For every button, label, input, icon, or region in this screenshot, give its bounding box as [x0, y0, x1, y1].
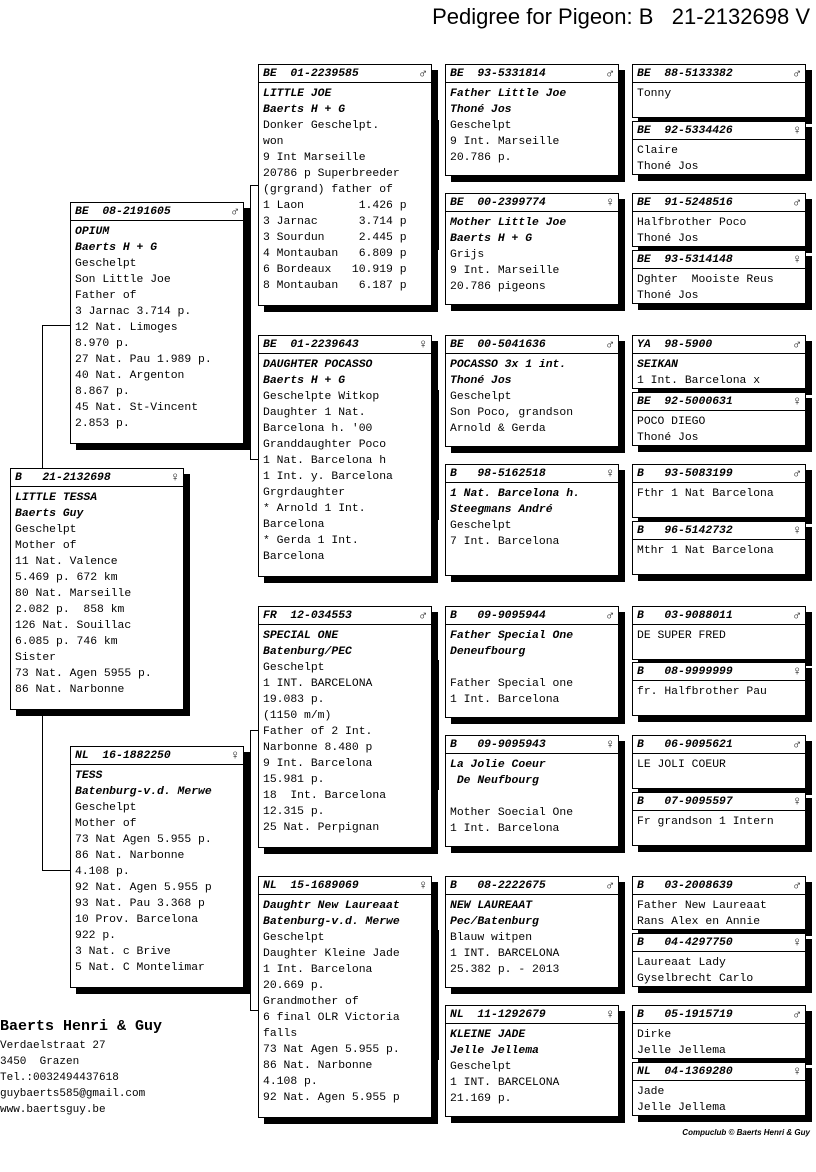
- breeder-website: www.baertsguy.be: [0, 1104, 106, 1116]
- ring-number: NL 04-1369280: [637, 1066, 733, 1078]
- detail-line: 92 Nat. Agen 5.955 p: [263, 1092, 400, 1104]
- detail-line: 4 Montauban 6.809 p: [263, 248, 407, 260]
- connector-line: [624, 360, 625, 420]
- connector-line: [438, 930, 439, 1060]
- connector-line: [250, 459, 258, 460]
- pigeon-name: Laureaat Lady: [637, 957, 726, 969]
- pigeon-name: Mother Little Joe: [450, 217, 567, 229]
- ring-number: B 08-9999999: [637, 666, 733, 678]
- pigeon-owner: Rans Alex en Annie: [637, 916, 761, 928]
- detail-line: Geschelpt: [75, 258, 137, 270]
- detail-line: Father of: [75, 290, 137, 302]
- detail-line: 80 Nat. Marseille: [15, 588, 132, 600]
- detail-line: 15.981 p.: [263, 774, 325, 786]
- pigeon-card-g8: [632, 521, 806, 575]
- detail-line: 86 Nat. Narbonne: [15, 684, 125, 696]
- pigeon-owner: Baerts H + G: [263, 104, 346, 116]
- connector-line: [624, 490, 625, 550]
- detail-line: won: [263, 136, 284, 148]
- detail-line: falls: [263, 1028, 298, 1040]
- pigeon-name: Dghter Mooiste Reus: [637, 274, 774, 286]
- detail-line: 11 Nat. Valence: [15, 556, 118, 568]
- detail-line: 73 Nat Agen 5.955 p.: [75, 834, 212, 846]
- pigeon-card-g11: [632, 735, 806, 789]
- male-sex-icon: ♂: [793, 1007, 801, 1022]
- ring-number: BE 00-5041636: [450, 339, 546, 351]
- page-title: Pedigree for Pigeon: B 21-2132698 V: [432, 4, 810, 29]
- pigeon-name: Halfbrother Poco: [637, 217, 747, 229]
- female-sex-icon: ♀: [793, 1064, 801, 1079]
- detail-line: 4.108 p.: [263, 1076, 318, 1088]
- detail-line: 1 INT. BARCELONA: [263, 678, 373, 690]
- detail-line: 1 Int. Barcelona: [263, 964, 373, 976]
- pigeon-card-g13: [632, 876, 806, 930]
- female-sex-icon: ♀: [606, 466, 614, 481]
- detail-line: 45 Nat. St-Vincent: [75, 402, 199, 414]
- ring-number: B 09-9095944: [450, 610, 546, 622]
- female-sex-icon: ♀: [606, 737, 614, 752]
- ring-number: BE 93-5314148: [637, 254, 733, 266]
- detail-line: 1 Laon 1.426 p: [263, 200, 407, 212]
- detail-line: Father of 2 Int.: [263, 726, 373, 738]
- ring-number: NL 11-1292679: [450, 1009, 546, 1021]
- breeder-email: guybaerts585@gmail.com: [0, 1088, 146, 1100]
- detail-line: 5 Nat. C Montelimar: [75, 962, 205, 974]
- pigeon-card-g15: [632, 1005, 806, 1059]
- connector-line: [624, 630, 625, 690]
- male-sex-icon: ♂: [606, 608, 614, 623]
- pigeon-name: TESS: [75, 770, 103, 782]
- pigeon-card-fff: [445, 64, 619, 176]
- pigeon-card-ff: [258, 64, 432, 306]
- female-sex-icon: ♀: [231, 748, 239, 763]
- male-sex-icon: ♂: [793, 878, 801, 893]
- pigeon-owner: Batenburg-v.d. Merwe: [75, 786, 212, 798]
- detail-line: 1 INT. BARCELONA: [450, 1077, 560, 1089]
- pigeon-owner: Thoné Jos: [450, 104, 512, 116]
- pigeon-card-mff: [445, 606, 619, 718]
- pigeon-card-mf: [258, 606, 432, 848]
- pigeon-name: Claire: [637, 145, 679, 157]
- detail-line: 73 Nat Agen 5.955 p.: [263, 1044, 400, 1056]
- detail-line: 3 Nat. c Brive: [75, 946, 171, 958]
- ring-number: B 04-4297750: [637, 937, 733, 949]
- detail-line: Granddaughter Poco: [263, 439, 387, 451]
- detail-line: Geschelpt: [450, 120, 512, 132]
- detail-line: 3 Jarnac 3.714 p: [263, 216, 407, 228]
- detail-line: Geschelpte Witkop: [263, 391, 380, 403]
- ring-number: YA 98-5900: [637, 339, 713, 351]
- pigeon-name: NEW LAUREAAT: [450, 900, 533, 912]
- detail-line: 9 Int. Marseille: [450, 136, 560, 148]
- pigeon-owner: Jelle Jellema: [637, 1102, 726, 1114]
- pigeon-card-g2: [632, 121, 806, 175]
- connector-line: [42, 325, 43, 468]
- connector-line: [250, 185, 258, 186]
- breeder-phone: Tel.:0032494437618: [0, 1072, 119, 1084]
- female-sex-icon: ♀: [419, 878, 427, 893]
- pigeon-name: La Jolie Coeur: [450, 759, 546, 771]
- ring-number: BE 88-5133382: [637, 68, 733, 80]
- female-sex-icon: ♀: [793, 252, 801, 267]
- detail-line: Donker Geschelpt.: [263, 120, 380, 132]
- pigeon-owner: Thoné Jos: [637, 161, 699, 173]
- ring-number: BE 00-2399774: [450, 197, 546, 209]
- pigeon-card-g14: [632, 933, 806, 987]
- detail-line: Geschelpt: [450, 1061, 512, 1073]
- ring-number: B 98-5162518: [450, 468, 546, 480]
- detail-line: Geschelpt: [263, 932, 325, 944]
- detail-line: 12 Nat. Limoges: [75, 322, 178, 334]
- detail-line: Barcelona: [263, 519, 325, 531]
- connector-line: [250, 1010, 258, 1011]
- detail-line: 8.867 p.: [75, 386, 130, 398]
- detail-line: 10 Prov. Barcelona: [75, 914, 199, 926]
- detail-line: Grandmother of: [263, 996, 359, 1008]
- pigeon-name: DE SUPER FRED: [637, 630, 726, 642]
- male-sex-icon: ♂: [606, 878, 614, 893]
- detail-line: (grgrand) father of: [263, 184, 393, 196]
- pigeon-name: KLEINE JADE: [450, 1029, 526, 1041]
- detail-line: 20786 p Superbreeder: [263, 168, 400, 180]
- pigeon-name: Mthr 1 Nat Barcelona: [637, 545, 774, 557]
- female-sex-icon: ♀: [606, 1007, 614, 1022]
- pigeon-card-fmf: [445, 335, 619, 447]
- detail-line: Geschelpt: [15, 524, 77, 536]
- ring-number: BE 92-5000631: [637, 396, 733, 408]
- detail-line: 9 Int. Barcelona: [263, 758, 373, 770]
- ring-number: NL 15-1689069: [263, 880, 359, 892]
- pigeon-card-g10: [632, 662, 806, 716]
- male-sex-icon: ♂: [793, 737, 801, 752]
- pigeon-card-fmm: [445, 464, 619, 576]
- detail-line: * Arnold 1 Int.: [263, 503, 366, 515]
- pigeon-card-g5: [632, 335, 806, 389]
- pigeon-card-g12: [632, 792, 806, 846]
- detail-line: Sister: [15, 652, 57, 664]
- pigeon-owner: Baerts H + G: [75, 242, 158, 254]
- pigeon-name: Father Little Joe: [450, 88, 567, 100]
- pigeon-card-mmf: [445, 876, 619, 988]
- detail-line: Daughter Kleine Jade: [263, 948, 400, 960]
- pigeon-owner: Baerts H + G: [263, 375, 346, 387]
- pigeon-card-subject: [10, 468, 184, 710]
- pigeon-name: fr. Halfbrother Pau: [637, 686, 767, 698]
- ring-number: B 08-2222675: [450, 880, 546, 892]
- detail-line: 27 Nat. Pau 1.989 p.: [75, 354, 212, 366]
- male-sex-icon: ♂: [793, 337, 801, 352]
- detail-line: Blauw witpen: [450, 932, 533, 944]
- connector-line: [250, 185, 251, 459]
- detail-line: Geschelpt: [263, 662, 325, 674]
- detail-line: 20.786 pigeons: [450, 281, 546, 293]
- detail-line: 6.085 p. 746 km: [15, 636, 118, 648]
- male-sex-icon: ♂: [231, 204, 239, 219]
- detail-line: 73 Nat. Agen 5955 p.: [15, 668, 152, 680]
- detail-line: 3 Sourdun 2.445 p: [263, 232, 407, 244]
- detail-line: 8 Montauban 6.187 p: [263, 280, 407, 292]
- detail-line: Narbonne 8.480 p: [263, 742, 373, 754]
- pigeon-owner: Thoné Jos: [637, 432, 699, 444]
- detail-line: Barcelona: [263, 551, 325, 563]
- detail-line: Grijs: [450, 249, 485, 261]
- pigeon-name: POCO DIEGO: [637, 416, 706, 428]
- detail-line: 1 Nat. Barcelona h: [263, 455, 387, 467]
- detail-line: Father Special one: [450, 678, 574, 690]
- pigeon-name: DAUGHTER POCASSO: [263, 359, 373, 371]
- detail-line: 1 Int. y. Barcelona: [263, 471, 393, 483]
- pigeon-card-mmm: [445, 1005, 619, 1117]
- male-sex-icon: ♂: [793, 195, 801, 210]
- detail-line: 12.315 p.: [263, 806, 325, 818]
- detail-line: 8.970 p.: [75, 338, 130, 350]
- connector-line: [42, 870, 70, 871]
- female-sex-icon: ♀: [793, 664, 801, 679]
- detail-line: 1 INT. BARCELONA: [450, 948, 560, 960]
- detail-line: Mother Soecial One: [450, 807, 574, 819]
- ring-number: NL 16-1882250: [75, 750, 171, 762]
- pigeon-card-mfm: [445, 735, 619, 847]
- female-sex-icon: ♀: [606, 195, 614, 210]
- breeder-address: Verdaelstraat 27: [0, 1040, 106, 1052]
- pigeon-name: OPIUM: [75, 226, 110, 238]
- detail-line: 4.108 p.: [75, 866, 130, 878]
- pigeon-owner: 1 Int. Barcelona x: [637, 375, 761, 387]
- ring-number: BE 01-2239585: [263, 68, 359, 80]
- male-sex-icon: ♂: [419, 66, 427, 81]
- detail-line: 20.786 p.: [450, 152, 512, 164]
- detail-line: Daughter 1 Nat.: [263, 407, 366, 419]
- breeder-city: 3450 Grazen: [0, 1056, 80, 1068]
- connector-line: [624, 760, 625, 820]
- pigeon-card-g4: [632, 250, 806, 304]
- connector-line: [624, 220, 625, 280]
- detail-line: [450, 789, 614, 805]
- detail-line: Geschelpt: [75, 802, 137, 814]
- detail-line: 20.669 p.: [263, 980, 325, 992]
- pigeon-owner: Jelle Jellema: [637, 1045, 726, 1057]
- male-sex-icon: ♂: [606, 337, 614, 352]
- female-sex-icon: ♀: [793, 523, 801, 538]
- pigeon-card-ffm: [445, 193, 619, 305]
- ring-number: BE 93-5331814: [450, 68, 546, 80]
- breeder-name: Baerts Henri & Guy: [0, 1018, 163, 1035]
- pigeon-owner: De Neufbourg: [450, 775, 539, 787]
- pigeon-owner: Batenburg/PEC: [263, 646, 352, 658]
- detail-line: [450, 660, 614, 676]
- detail-line: 6 final OLR Victoria: [263, 1012, 400, 1024]
- ring-number: B 96-5142732: [637, 525, 733, 537]
- ring-number: B 93-5083199: [637, 468, 733, 480]
- ring-number: BE 91-5248516: [637, 197, 733, 209]
- male-sex-icon: ♂: [606, 66, 614, 81]
- detail-line: Son Little Joe: [75, 274, 171, 286]
- pigeon-card-g7: [632, 464, 806, 518]
- pigeon-owner: Thoné Jos: [450, 375, 512, 387]
- connector-line: [250, 730, 251, 1010]
- pigeon-card-mm: [258, 876, 432, 1118]
- detail-line: Mother of: [75, 818, 137, 830]
- detail-line: 25 Nat. Perpignan: [263, 822, 380, 834]
- detail-line: Grgrdaughter: [263, 487, 346, 499]
- pigeon-card-g3: [632, 193, 806, 247]
- detail-line: Barcelona h. '00: [263, 423, 373, 435]
- breeder-info: [0, 1016, 162, 1118]
- ring-number: BE 92-5334426: [637, 125, 733, 137]
- pigeon-name: Jade: [637, 1086, 665, 1098]
- pigeon-card-g6: [632, 392, 806, 446]
- female-sex-icon: ♀: [793, 123, 801, 138]
- connector-line: [438, 660, 439, 790]
- detail-line: 92 Nat. Agen 5.955 p: [75, 882, 212, 894]
- pigeon-name: Father New Laureaat: [637, 900, 767, 912]
- detail-line: Geschelpt: [450, 520, 512, 532]
- ring-number: B 05-1915719: [637, 1009, 733, 1021]
- connector-line: [624, 90, 625, 150]
- detail-line: 1 Int. Barcelona: [450, 694, 560, 706]
- connector-line: [624, 900, 625, 960]
- pigeon-owner: Pec/Batenburg: [450, 916, 539, 928]
- detail-line: 86 Nat. Narbonne: [75, 850, 185, 862]
- pigeon-name: Fthr 1 Nat Barcelona: [637, 488, 774, 500]
- ring-number: FR 12-034553: [263, 610, 352, 622]
- male-sex-icon: ♂: [793, 66, 801, 81]
- detail-line: Geschelpt: [450, 391, 512, 403]
- connector-line: [42, 710, 43, 870]
- female-sex-icon: ♀: [171, 470, 179, 485]
- connector-line: [438, 120, 439, 250]
- pigeon-card-g9: [632, 606, 806, 660]
- detail-line: 86 Nat. Narbonne: [263, 1060, 373, 1072]
- ring-number: BE 01-2239643: [263, 339, 359, 351]
- ring-number: B 07-9095597: [637, 796, 733, 808]
- pigeon-name: Daughtr New Laureaat: [263, 900, 400, 912]
- ring-number: B 09-9095943: [450, 739, 546, 751]
- male-sex-icon: ♂: [419, 608, 427, 623]
- pigeon-name: Father Special One: [450, 630, 574, 642]
- connector-line: [438, 390, 439, 520]
- detail-line: 25.382 p. - 2013: [450, 964, 560, 976]
- detail-line: 3 Jarnac 3.714 p.: [75, 306, 192, 318]
- female-sex-icon: ♀: [419, 337, 427, 352]
- detail-line: 126 Nat. Souillac: [15, 620, 132, 632]
- female-sex-icon: ♀: [793, 394, 801, 409]
- pigeon-name: SPECIAL ONE: [263, 630, 339, 642]
- detail-line: 9 Int. Marseille: [450, 265, 560, 277]
- pigeon-owner: Thoné Jos: [637, 290, 699, 302]
- detail-line: 40 Nat. Argenton: [75, 370, 185, 382]
- detail-line: 21.169 p.: [450, 1093, 512, 1105]
- detail-line: Mother of: [15, 540, 77, 552]
- pigeon-card-g16: [632, 1062, 806, 1116]
- detail-line: Son Poco, grandson: [450, 407, 574, 419]
- ring-number: B 21-2132698: [15, 472, 111, 484]
- connector-line: [250, 730, 258, 731]
- male-sex-icon: ♂: [793, 466, 801, 481]
- pigeon-name: SEIKAN: [637, 359, 679, 371]
- pigeon-name: POCASSO 3x 1 int.: [450, 359, 567, 371]
- ring-number: B 06-9095621: [637, 739, 733, 751]
- pigeon-name: 1 Nat. Barcelona h.: [450, 488, 580, 500]
- pigeon-card-mother: [70, 746, 244, 988]
- pigeon-owner: Batenburg-v.d. Merwe: [263, 916, 400, 928]
- ring-number: B 03-2008639: [637, 880, 733, 892]
- pigeon-owner: Steegmans André: [450, 504, 553, 516]
- detail-line: 1 Int. Barcelona: [450, 823, 560, 835]
- pigeon-name: LITTLE TESSA: [15, 492, 98, 504]
- detail-line: (1150 m/m): [263, 710, 332, 722]
- pigeon-owner: Thoné Jos: [637, 233, 699, 245]
- male-sex-icon: ♂: [793, 608, 801, 623]
- pigeon-owner: Deneufbourg: [450, 646, 526, 658]
- detail-line: * Gerda 1 Int.: [263, 535, 359, 547]
- detail-line: 6 Bordeaux 10.919 p: [263, 264, 407, 276]
- pigeon-card-g1: [632, 64, 806, 118]
- detail-line: 2.853 p.: [75, 418, 130, 430]
- detail-line: 93 Nat. Pau 3.368 p: [75, 898, 205, 910]
- pigeon-owner: Gyselbrecht Carlo: [637, 973, 754, 985]
- pigeon-name: Dirke: [637, 1029, 672, 1041]
- pigeon-name: Tonny: [637, 88, 672, 100]
- female-sex-icon: ♀: [793, 794, 801, 809]
- ring-number: B 03-9088011: [637, 610, 733, 622]
- pigeon-owner: Baerts H + G: [450, 233, 533, 245]
- pigeon-name: LE JOLI COEUR: [637, 759, 726, 771]
- pigeon-owner: Baerts Guy: [15, 508, 84, 520]
- detail-line: 18 Int. Barcelona: [263, 790, 387, 802]
- detail-line: Arnold & Gerda: [450, 423, 546, 435]
- pigeon-card-fm: [258, 335, 432, 577]
- pigeon-name: LITTLE JOE: [263, 88, 332, 100]
- connector-line: [42, 325, 70, 326]
- detail-line: 9 Int Marseille: [263, 152, 366, 164]
- detail-line: 5.469 p. 672 km: [15, 572, 118, 584]
- female-sex-icon: ♀: [793, 935, 801, 950]
- ring-number: BE 08-2191605: [75, 206, 171, 218]
- connector-line: [624, 1030, 625, 1090]
- footer-credit: Compuclub © Baerts Henri & Guy: [682, 1128, 810, 1137]
- pigeon-card-father: [70, 202, 244, 444]
- detail-line: 922 p.: [75, 930, 117, 942]
- detail-line: 7 Int. Barcelona: [450, 536, 560, 548]
- pigeon-name: Fr grandson 1 Intern: [637, 816, 774, 828]
- pigeon-owner: Jelle Jellema: [450, 1045, 539, 1057]
- detail-line: 2.082 p. 858 km: [15, 604, 125, 616]
- detail-line: 19.083 p.: [263, 694, 325, 706]
